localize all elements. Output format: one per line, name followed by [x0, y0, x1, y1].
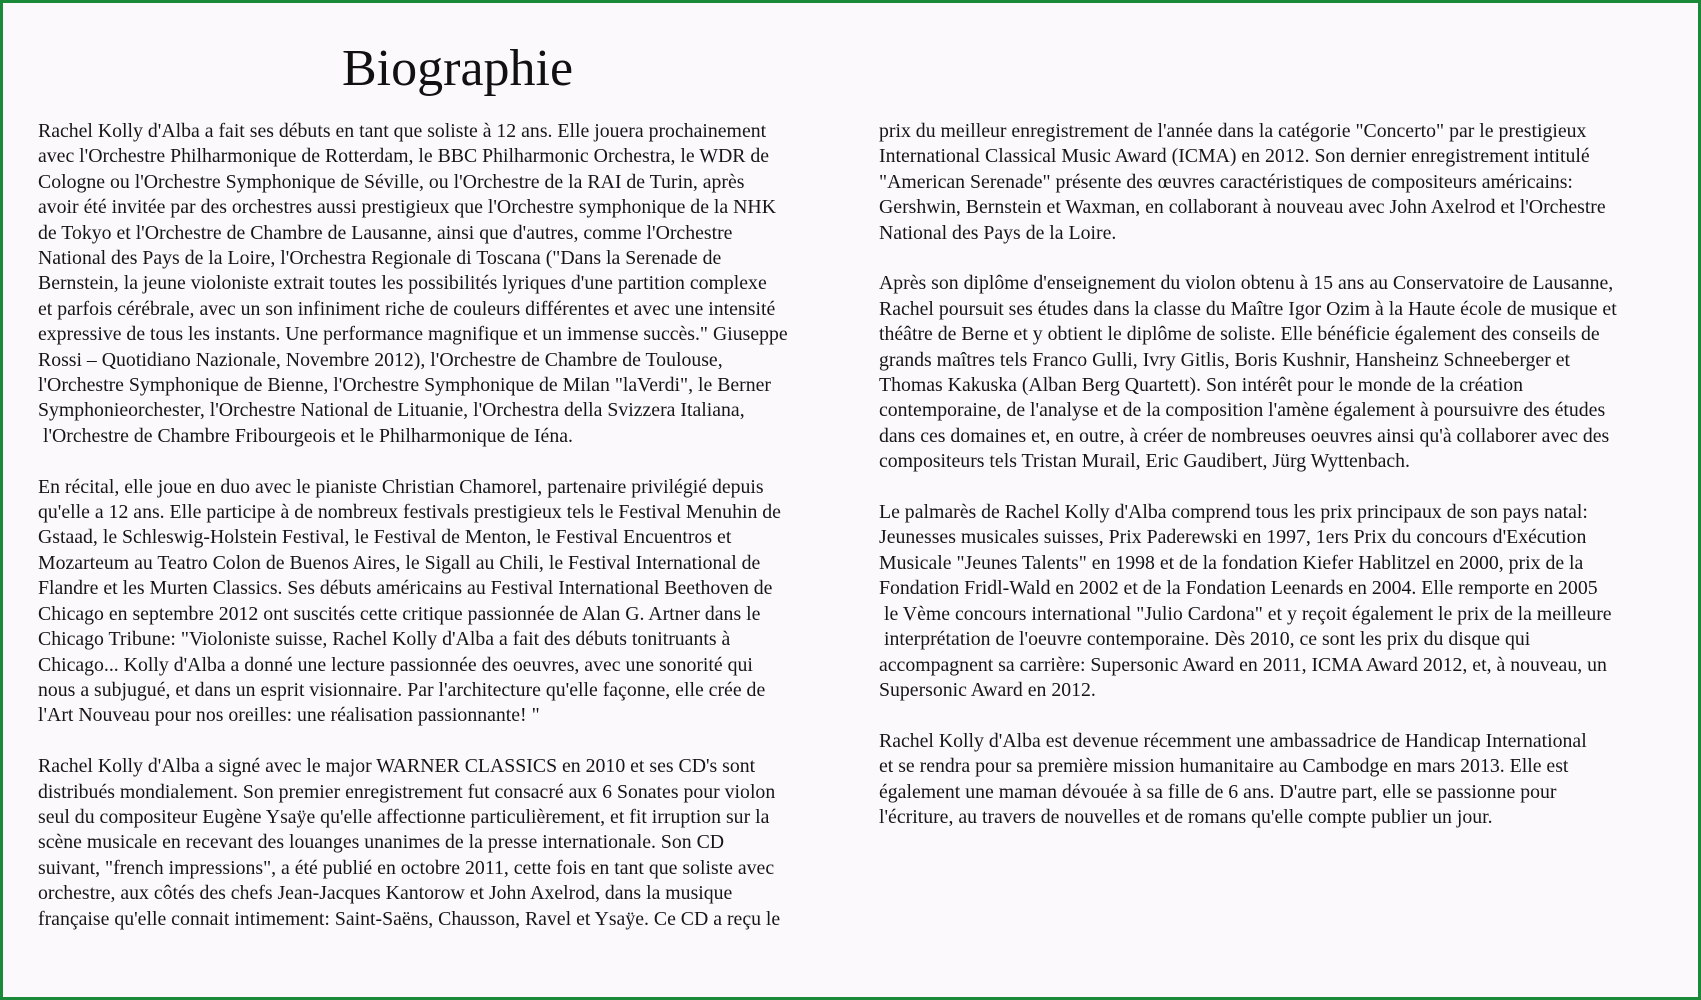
text-line: seul du compositeur Eugène Ysaÿe qu'elle affectionne particulièrement, et fit irruption sur la — [38, 805, 770, 828]
text-line: grands maîtres tels Franco Gulli, Ivry Gitlis, Boris Kushnir, Hansheinz Schneeberger et — [879, 348, 1571, 371]
paragraph — [38, 754, 858, 932]
text-line: "American Serenade" présente des œuvres caractéristiques de compositeurs américains: — [879, 170, 1573, 193]
text-line: distribués mondialement. Son premier enregistrement fut consacré aux 6 Sonates pour violon — [38, 780, 776, 803]
text-line: l'Orchestre de Chambre Fribourgeois et le Philharmonique de Iéna. — [38, 424, 573, 447]
left-column — [38, 119, 858, 957]
text-line: International Classical Music Award (ICMA) en 2012. Son dernier enregistrement intitulé — [879, 145, 1590, 168]
text-line: le Vème concours international "Julio Cardona" et y reçoit également le prix de la meilleure — [879, 602, 1612, 625]
text-line: Rachel Kolly d'Alba a fait ses débuts en tant que soliste à 12 ans. Elle jouera prochainement — [38, 120, 767, 142]
text-line: expressive de tous les instants. Une performance magnifique et un immense succès." Giuseppe — [38, 323, 788, 346]
text-line: contemporaine, de l'analyse et de la composition l'amène également à poursuivre des études — [879, 399, 1606, 422]
text-line: Rossi – Quotidiano Nazionale, Novembre 2012), l'Orchestre de Chambre de Toulouse, — [38, 348, 723, 371]
text-line: En récital, elle joue en duo avec le pianiste Christian Chamorel, partenaire privilégié depuis — [38, 475, 764, 498]
text-line: scène musicale en recevant des louanges unanimes de la presse internationale. Son CD — [38, 831, 725, 854]
text-line: Mozarteum au Teatro Colon de Buenos Aires, le Sigall au Chili, le Festival International de — [38, 551, 761, 574]
text-line: l'Orchestre Symphonique de Bienne, l'Orchestre Symphonique de Milan "laVerdi", le Berner — [38, 374, 772, 397]
text-line: Après son diplôme d'enseignement du violon obtenu à 15 ans au Conservatoire de Lausanne, — [879, 272, 1614, 295]
text-line: Fondation Fridl-Wald en 2002 et de la Fondation Leenards en 2004. Elle remporte en 2005 — [879, 577, 1598, 600]
text-line: Musicale "Jeunes Talents" en 1998 et de la fondation Kiefer Hablitzel en 2000, prix de la — [879, 551, 1584, 574]
text-line: Bernstein, la jeune violoniste extrait toutes les possibilités lyriques d'une partition complexe — [38, 272, 767, 295]
text-line: accompagnent sa carrière: Supersonic Award en 2011, ICMA Award 2012, et, à nouveau, un — [879, 653, 1607, 676]
paragraph — [879, 729, 1679, 831]
text-line: interprétation de l'oeuvre contemporaine. Dès 2010, ce sont les prix du disque qui — [879, 628, 1531, 651]
text-line: Gstaad, le Schleswig-Holstein Festival, le Festival de Menton, le Festival Encuentros et — [38, 526, 732, 549]
text-line: avec l'Orchestre Philharmonique de Rotterdam, le BBC Philharmonic Orchestra, le WDR de — [38, 145, 770, 168]
text-line: Rachel Kolly d'Alba est devenue récemment une ambassadrice de Handicap International — [879, 729, 1587, 752]
text-line: et parfois cérébrale, avec un son infiniment riche de couleurs différentes et avec une intensité — [38, 297, 776, 320]
text-line: nous a subjugué, et dans un esprit visionnaire. Par l'architecture qu'elle façonne, elle crée de — [38, 678, 766, 701]
text-line: Flandre et les Murten Classics. Ses débuts américains au Festival International Beethoven de — [38, 577, 773, 600]
page-title: Biographie — [342, 40, 574, 97]
text-line: Chicago... Kolly d'Alba a donné une lecture passionnée des oeuvres, avec une sonorité qui — [38, 653, 753, 676]
text-line: Chicago en septembre 2012 ont suscités cette critique passionnée de Alan G. Artner dans le — [38, 602, 761, 625]
text-line: qu'elle a 12 ans. Elle participe à de nombreux festivals prestigieux tels le Festival Menuhin de — [38, 501, 781, 524]
text-line: avoir été invitée par des orchestres aussi prestigieux que l'Orchestre symphonique de la NHK — [38, 196, 776, 219]
text-line: National des Pays de la Loire. — [879, 221, 1117, 244]
text-line: suivant, "french impressions", a été publié en octobre 2011, cette fois en tant que soliste avec — [38, 856, 775, 879]
paragraph — [38, 119, 858, 449]
text-line: prix du meilleur enregistrement de l'année dans la catégorie "Concerto" par le prestigieux — [879, 120, 1587, 142]
text-line: dans ces domaines et, en outre, à créer de nombreuses oeuvres ainsi qu'à collaborer avec des — [879, 424, 1610, 447]
text-line: Jeunesses musicales suisses, Prix Paderewski en 1997, 1ers Prix du concours d'Exécution — [879, 526, 1587, 549]
text-line: National des Pays de la Loire, l'Orchestra Regionale di Toscana ("Dans la Serenade de — [38, 247, 722, 270]
text-line: française qu'elle connait intimement: Saint-Saëns, Chausson, Ravel et Ysaÿe. Ce CD a reçu le — [38, 907, 781, 930]
text-line: compositeurs tels Tristan Murail, Eric Gaudibert, Jürg Wyttenbach. — [879, 450, 1410, 473]
text-line: Thomas Kakuska (Alban Berg Quartett). Son intérêt pour le monde de la création — [879, 374, 1523, 397]
paragraph — [879, 500, 1679, 703]
text-line: également une maman dévouée à sa fille de 6 ans. D'autre part, elle se passionne pour — [879, 780, 1557, 803]
text-line: Rachel poursuit ses études dans la classe du Maître Igor Ozim à la Haute école de musique et — [879, 297, 1617, 320]
text-line: théâtre de Berne et y obtient le diplôme de soliste. Elle bénéficie également des conseils de — [879, 323, 1600, 346]
text-line: et se rendra pour sa première mission humanitaire au Cambodge en mars 2013. Elle est — [879, 755, 1569, 778]
text-line: l'écriture, au travers de nouvelles et de romans qu'elle compte publier un jour. — [879, 805, 1493, 828]
text-line: Symphonieorchester, l'Orchestre National de Lituanie, l'Orchestra della Svizzera Italiana, — [38, 399, 745, 422]
text-line: Cologne ou l'Orchestre Symphonique de Séville, ou l'Orchestre de la RAI de Turin, après — [38, 170, 745, 193]
text-line: Supersonic Award en 2012. — [879, 678, 1096, 701]
paragraph — [38, 475, 858, 729]
right-column — [879, 119, 1679, 856]
paragraph — [879, 271, 1679, 474]
text-line: Gershwin, Bernstein et Waxman, en collaborant à nouveau avec John Axelrod et l'Orchestre — [879, 196, 1606, 219]
paragraph — [879, 119, 1679, 246]
text-line: Rachel Kolly d'Alba a signé avec le major WARNER CLASSICS en 2010 et ses CD's sont — [38, 755, 756, 778]
text-line: Chicago Tribune: "Violoniste suisse, Rachel Kolly d'Alba a fait des débuts tonitruants à — [38, 628, 731, 651]
text-line: de Tokyo et l'Orchestre de Chambre de Lausanne, ainsi que d'autres, comme l'Orchestre — [38, 221, 733, 244]
text-line: Le palmarès de Rachel Kolly d'Alba comprend tous les prix principaux de son pays natal: — [879, 501, 1588, 524]
text-line: l'Art Nouveau pour nos oreilles: une réalisation passionnante! " — [38, 704, 540, 727]
text-line: orchestre, aux côtés des chefs Jean-Jacques Kantorow et John Axelrod, dans la musique — [38, 882, 733, 905]
